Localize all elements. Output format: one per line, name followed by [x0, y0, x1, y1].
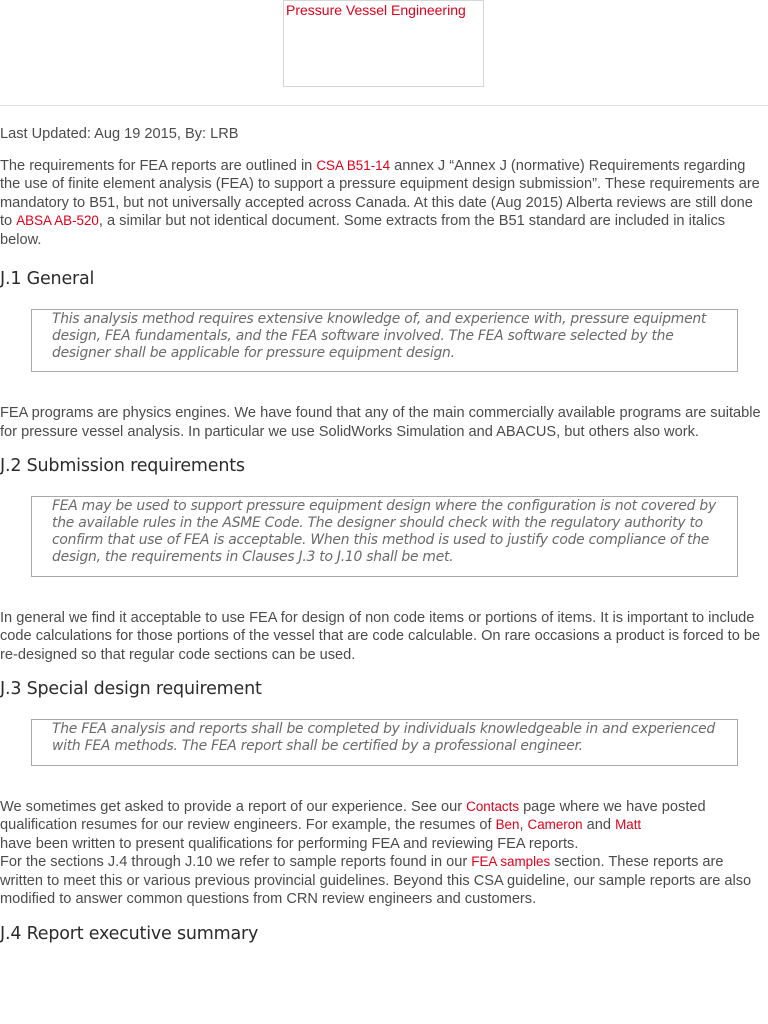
intro-paragraph	[0, 157, 768, 250]
j2-paragraph: In general we find it acceptable to use FEA for design of non code items or portions of items. It is important to include code calculations for those portions of the vessel that are code calculable. On rare occasions a product is forced to be re-designed so that regular code sections can be used.	[0, 609, 761, 663]
intro-text-2: annex J “Annex J (normative) Requirements regarding the use of finite element analysis (FEA) to support a pressure equipment design submission”. These requirements are mandatory to B51, but not universally accepted across Canada. At this date (Aug 2015) Alberta reviews are still done to	[0, 157, 760, 229]
j1-quote-text: This analysis method requires extensive knowledge of, and experience with, pressure equipment design, FEA fundamentals, and the FEA software involved. The FEA software selected by the designer shall be applicable for pressure equipment design.	[52, 311, 707, 361]
j3-paragraph-2	[0, 853, 768, 909]
section-heading-j3: J.3 Special design requirement	[0, 679, 262, 700]
j3-text-a: We sometimes get asked to provide a report of our experience. See our	[0, 798, 467, 815]
logo-link[interactable]: Pressure Vessel Engineering	[286, 2, 466, 18]
header-divider	[0, 105, 768, 106]
csa-b51-link[interactable]: CSA B51-14	[316, 157, 391, 173]
ben-resume-link[interactable]: Ben	[495, 817, 520, 833]
absa-ab520-link[interactable]: ABSA AB-520	[16, 213, 99, 228]
intro-text-1: The requirements for FEA reports are outlined in	[0, 157, 317, 174]
j3-paragraph-1	[0, 798, 768, 854]
section-heading-j1: J.1 General	[0, 269, 95, 289]
j3-quote-box	[31, 719, 738, 766]
j3-text-d: and	[582, 817, 616, 834]
j3-text-e: have been written to present qualifications for performing FEA and reviewing FEA reports.	[0, 835, 579, 852]
site-logo[interactable]	[283, 0, 484, 87]
j3-quote-text: The FEA analysis and reports shall be completed by individuals knowledgeable in and experienced with FEA methods. The FEA report shall be certified by a professional engineer.	[52, 721, 715, 754]
intro-text-3: , a similar but not identical document. Some extracts from the B51 standard are included in italics below.	[0, 213, 726, 248]
j3-text-b: page where we have posted qualification resumes for our review engineers. For example, the resumes of	[0, 798, 706, 834]
contacts-link[interactable]: Contacts	[466, 798, 520, 814]
j3-text-c: ,	[519, 817, 528, 834]
j2-quote-text: FEA may be used to support pressure equipment design where the configuration is not covered by the available rules in the ASME Code. The designer should check with the regulatory authority to confirm that use of FEA is acceptable. When this method is used to justify code compliance of the design, the requirements in Clauses J.3 to J.10 shall be met.	[52, 498, 716, 565]
fea-samples-link[interactable]: FEA samples	[471, 854, 551, 870]
cameron-resume-link[interactable]: Cameron	[527, 817, 583, 833]
matt-resume-link[interactable]: Matt	[615, 817, 642, 833]
article-content	[0, 125, 768, 945]
j3-text-f: For the sections J.4 through J.10 we refer to sample reports found in our	[0, 854, 472, 871]
j1-quote-box	[31, 309, 738, 372]
last-updated: Last Updated: Aug 19 2015, By: LRB	[0, 126, 239, 142]
section-heading-j4: J.4 Report executive summary	[0, 923, 259, 944]
j1-paragraph: FEA programs are physics engines. We have found that any of the main commercially available programs are suitable for pressure vessel analysis. In particular we use SolidWorks Simulation and ABACUS, but others also work.	[0, 405, 761, 440]
j2-quote-box	[31, 496, 738, 576]
j3-text-g: section. These reports are written to meet this or various previous provincial guidelines. Beyond this CSA guideline, our sample reports are also modified to answer common questions from CRN review engineers and customers.	[0, 854, 752, 908]
section-heading-j2: J.2 Submission requirements	[0, 456, 245, 477]
